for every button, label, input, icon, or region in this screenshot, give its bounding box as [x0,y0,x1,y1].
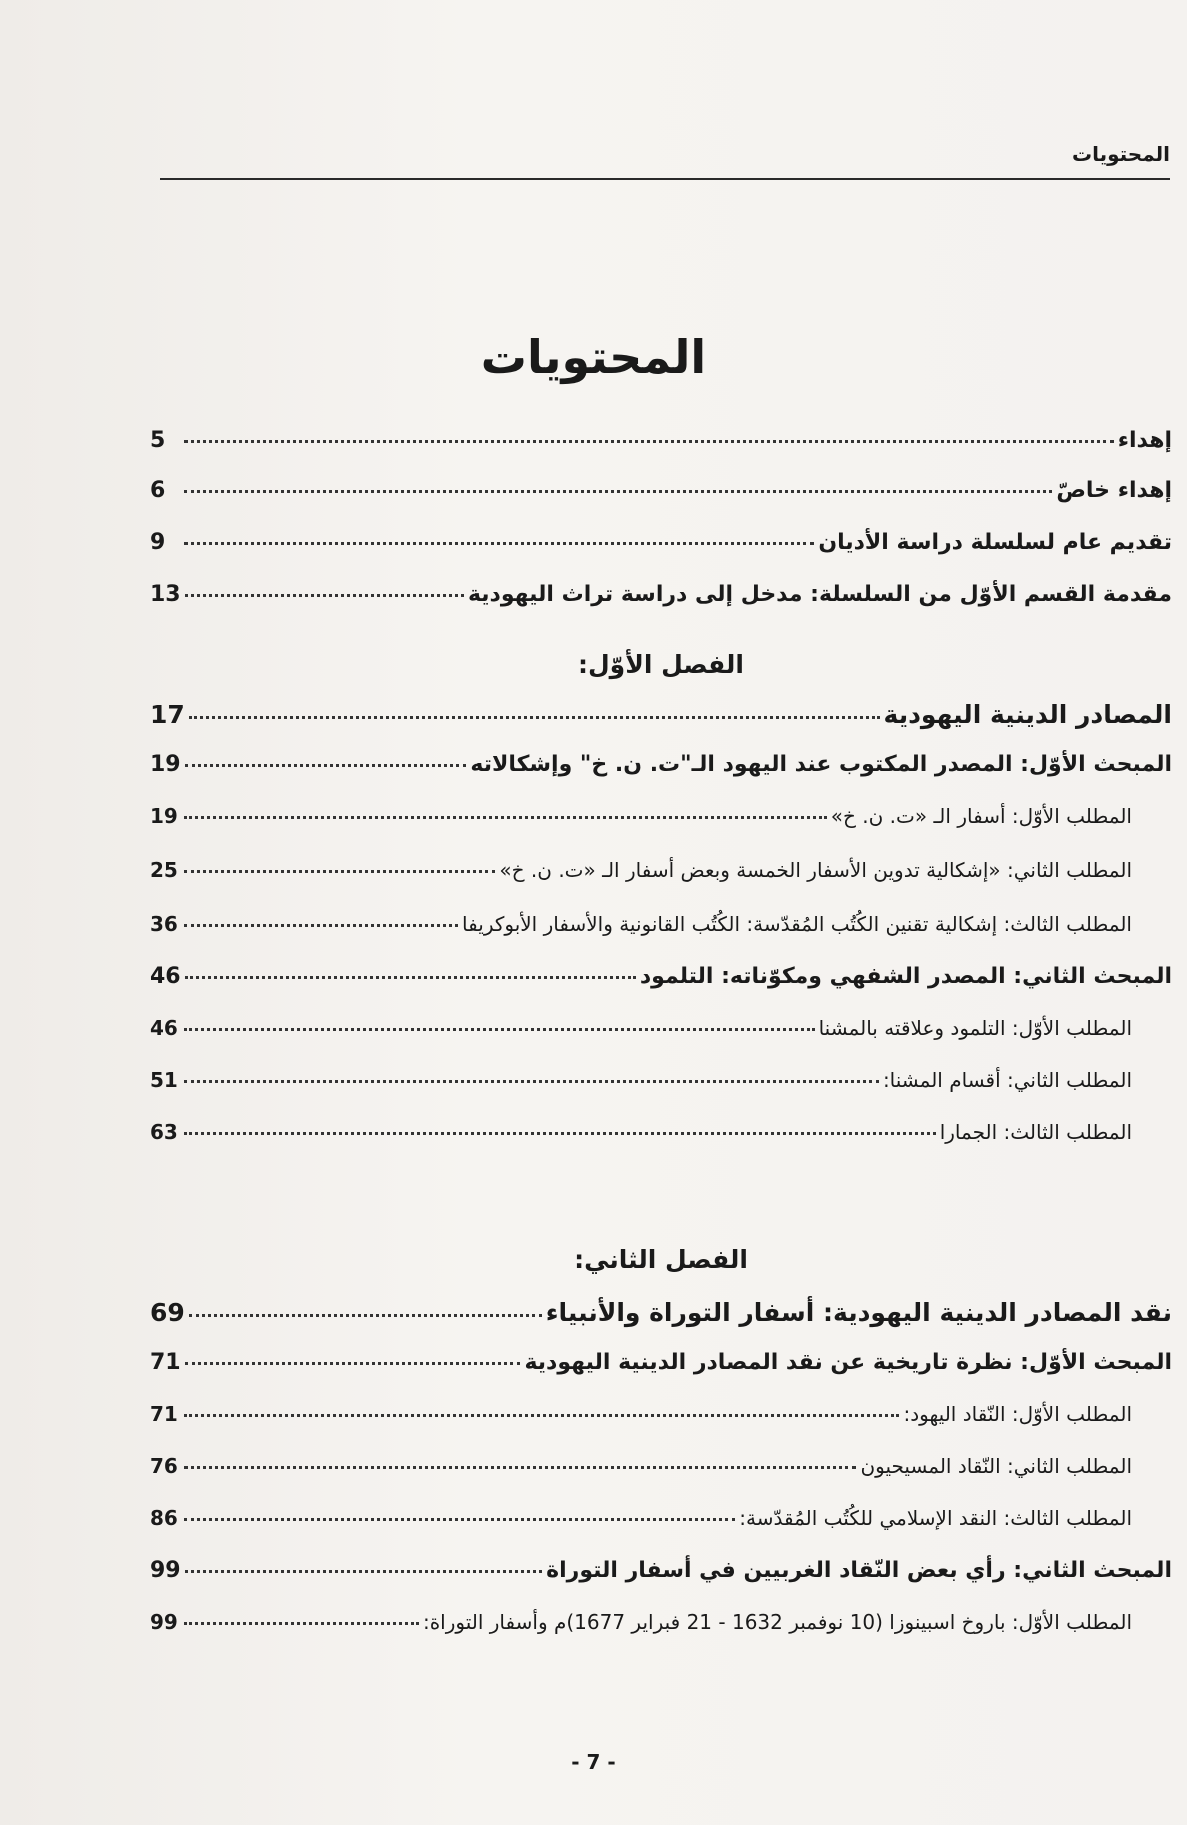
toc-entry-general-intro[interactable] [150,530,1172,555]
toc-entry[interactable] [150,752,1172,777]
leader-dots [184,1414,899,1417]
toc-entry-text: المطلب الثاني: أقسام المشنا: [882,1068,1132,1092]
toc-entry-text: المطلب الثالث: الجمارا [939,1120,1132,1144]
running-header [160,138,1170,180]
toc-entry[interactable] [150,1016,1172,1040]
toc-entry-page: 36 [150,912,178,936]
toc-entry-page: 17 [150,700,185,729]
toc-entry[interactable] [150,1402,1172,1426]
leader-dots [185,976,636,979]
toc-entry[interactable] [150,1350,1172,1375]
page-number: - 7 - [571,1750,616,1774]
toc-entry-page: 69 [150,1298,185,1327]
toc-entry[interactable] [150,1558,1172,1583]
toc-entry-text: المطلب الأوّل: باروخ اسبينوزا (10 نوفمبر 1632 - 21 فبراير 1677)م وأسفار التوراة: [422,1610,1132,1634]
leader-dots [184,1080,879,1083]
toc-entry-page: 9 [150,530,166,555]
toc-entry-text: المبحث الأوّل: المصدر المكتوب عند اليهود الـ"ت. ن. خ" وإشكالاته [470,752,1172,777]
leader-dots [184,816,827,819]
leader-dots [184,1622,419,1625]
running-title: المحتويات [1071,142,1170,166]
toc-chapter-1-heading[interactable] [150,700,1172,729]
toc-entry[interactable] [150,912,1172,936]
leader-dots [184,1132,936,1135]
toc-entry-dedication[interactable] [150,428,1172,453]
toc-entry[interactable] [150,1454,1172,1478]
page-title: المحتويات [480,330,707,384]
toc-entry-page: 5 [150,428,166,453]
toc-entry-text: تقديم عام لسلسلة دراسة الأديان [818,530,1172,555]
toc-entry-page: 71 [150,1350,181,1375]
leader-dots [189,716,880,719]
toc-entry-text: المصادر الدينية اليهودية [883,700,1172,729]
toc-entry-page: 25 [150,858,178,882]
toc-entry[interactable] [150,1120,1172,1144]
toc-entry[interactable] [150,1068,1172,1092]
toc-entry-text: المبحث الثاني: رأي بعض النّقاد الغربيين في أسفار التوراة [546,1558,1172,1583]
leader-dots [184,440,1114,443]
toc-entry-text: إهداء خاصّ [1056,478,1172,503]
leader-dots [184,490,1052,493]
leader-dots [185,594,464,597]
toc-entry-page: 13 [150,582,181,607]
toc-entry-text: المطلب الثاني: النّقاد المسيحيون [860,1454,1132,1478]
toc-entry[interactable] [150,1610,1172,1634]
leader-dots [185,1362,521,1365]
chapter-1-label: الفصل الأوّل: [577,650,744,679]
toc-entry-page: 71 [150,1402,178,1426]
leader-dots [184,1028,815,1031]
toc-entry-page: 19 [150,752,181,777]
toc-entry-text: المطلب الثاني: «إشكالية تدوين الأسفار الخمسة وبعض أسفار الـ «ت. ن. خ» [499,858,1132,882]
leader-dots [184,870,495,873]
toc-entry-text: إهداء [1117,428,1172,453]
toc-entry[interactable] [150,1506,1172,1530]
toc-entry-page: 19 [150,804,178,828]
leader-dots [184,1466,856,1469]
toc-entry-text: المطلب الثالث: النقد الإسلامي للكُتُب المُقدّسة: [739,1506,1132,1530]
toc-entry-page: 76 [150,1454,178,1478]
leader-dots [184,924,458,927]
toc-entry-text: المطلب الأوّل: التلمود وعلاقته بالمشنا [818,1016,1132,1040]
leader-dots [184,542,814,545]
toc-entry-page: 6 [150,478,166,503]
toc-entry[interactable] [150,964,1172,989]
toc-entry-text: المطلب الأوّل: النّقاد اليهود: [903,1402,1132,1426]
toc-entry-text: المطلب الثالث: إشكالية تقنين الكُتُب المُقدّسة: الكُتُب القانونية والأسفار الأبوكريفا [462,912,1132,936]
toc-entry-special-dedication[interactable] [150,478,1172,503]
leader-dots [185,764,467,767]
toc-entry[interactable] [150,804,1172,828]
toc-entry-section-intro[interactable] [150,582,1172,607]
leader-dots [185,1570,543,1573]
toc-entry-text: المبحث الثاني: المصدر الشفهي ومكوّناته: التلمود [639,964,1172,989]
toc-entry-page: 86 [150,1506,178,1530]
toc-entry-text: نقد المصادر الدينية اليهودية: أسفار التوراة والأنبياء [545,1298,1172,1327]
toc-entry-page: 99 [150,1610,178,1634]
toc-chapter-2-heading[interactable] [150,1298,1172,1327]
leader-dots [184,1518,735,1521]
toc-entry-page: 46 [150,964,181,989]
toc-entry-text: المبحث الأوّل: نظرة تاريخية عن نقد المصادر الدينية اليهودية [524,1350,1172,1375]
toc-entry-page: 63 [150,1120,178,1144]
toc-entry-text: المطلب الأوّل: أسفار الـ «ت. ن. خ» [830,804,1132,828]
toc-entry[interactable] [150,858,1172,882]
toc-entry-page: 51 [150,1068,178,1092]
toc-entry-page: 46 [150,1016,178,1040]
toc-entry-page: 99 [150,1558,181,1583]
toc-entry-text: مقدمة القسم الأوّل من السلسلة: مدخل إلى دراسة تراث اليهودية [467,582,1172,607]
chapter-2-label: الفصل الثاني: [574,1245,748,1274]
leader-dots [189,1314,542,1317]
